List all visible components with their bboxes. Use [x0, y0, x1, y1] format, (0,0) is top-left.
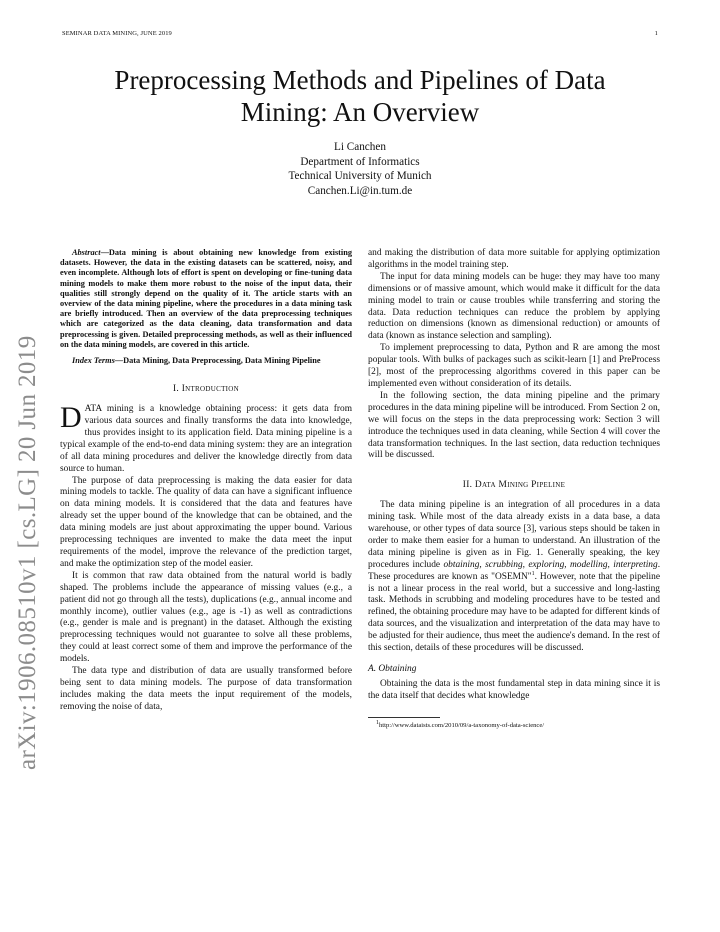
intro-paragraph-6: To implement preprocessing to data, Python and R are among the most popular tools. With bulks of packages such as scikit-learn [1] and PreProcess [2], most of the preprocessing algorithms covered in this paper can be implemented even without consideration of its details. — [368, 343, 660, 389]
keyword-exploring: exploring — [528, 559, 565, 570]
keyword-modelling: modelling — [570, 559, 608, 570]
author-name: Li Canchen — [334, 141, 386, 153]
index-terms-label: Index Terms — [72, 356, 115, 366]
keyword-interpreting: interpreting — [613, 559, 658, 570]
subsection-heading-obtaining: A. Obtaining — [368, 664, 417, 674]
abstract-text: Data mining is about obtaining new knowledge from existing datasets. However, the data in the existing datasets can be scattered, noisy, and even incomplete. Although lots of effort is spent on developing or fine-tuning data mining models to make them more robust to the noise of the input data, their qualities still strongly depend on the quality of it. The article starts with an overview of the data mining pipeline, where the procedures in a data mining task are briefly introduced. Then an overview of the data preprocessing techniques which are categorized as the data cleaning, data transformation and data preprocessing is given. Detailed preprocessing methods, as well as their influenced on the data mining models, are covered in this article. — [60, 248, 352, 349]
running-title: SEMINAR DATA MINING, JUNE 2019 — [62, 30, 172, 37]
paper-title: Preprocessing Methods and Pipelines of Data Mining: An Overview — [114, 65, 606, 127]
left-column — [60, 248, 352, 714]
author-email: Canchen.Li@in.tum.de — [307, 184, 413, 197]
section-heading-pipeline: II. Data Mining Pipeline — [462, 480, 566, 491]
intro-paragraph-7: In the following section, the data mining pipeline and the primary procedures in the data mining pipeline will be introduced. From Section 2 on, we will focus on the steps in the data preprocessing work: Section 3 will introduce the techniques used in data cleaning, while Section 4 will cover the data transformation techniques. In the last section, data reduction techniques will be discussed. — [368, 390, 660, 461]
drop-cap: D — [60, 401, 82, 435]
pipeline-text-c: . However, note that the pipeline is not a linear process in the real world, but a successive and long-lasting task. Methods in scrubbing and modeling procedures have to be tested and refined, the obtaining procedure may have to be adapted for different kinds of data sources, and the visualization and interpretation of the data may have to be adjusted for their audience, thus meet the audience's demand. In the rest of this section, details of these procedures will be discussed. — [368, 571, 660, 654]
obtaining-paragraph: Obtaining the data is the most fundamental step in data mining since it is the data itself that decides what knowledge — [368, 678, 660, 701]
footnote — [368, 719, 660, 730]
section-heading-introduction: I. Introduction — [173, 384, 239, 395]
pipeline-text-a: The data mining pipeline is an integration of all procedures in a data mining task. While most of the data already exists in a data base, a data warehouse, or other types of data source [3], various steps should be taken in order to make them easier for a human to understand. An illustration of the data mining pipeline is given as in Fig. 1. Generally speaking, the key procedures include — [368, 500, 660, 570]
footnote-number: 1 — [376, 719, 379, 726]
pipeline-paragraph-1: The data mining pipeline is an integration of all procedures in a data mining task. While most of the data already exists in a data base, a data warehouse, or other types of data source [3], various steps should be taken in order to make them easier for a human to understand. An illustration of the data mining pipeline is given as in Fig. 1. Generally speaking, the key procedures include obtaining, scrubbing, exploring, modelling, interpreting. These procedures are known as "OSEMN"$^1$. However, note that the pipeline is not a linear process in the real world, but a successive and long-lasting task. Methods in scrubbing and modeling procedures have to be tested and refined, the obtaining procedure may have to be adapted for different kinds of data sources, and the visualization and interpretation of the data may have to be adjusted for their audience, thus meet the audience's demand. In the rest of this section, details of these procedures will be discussed. — [368, 500, 661, 654]
abstract: Abstract—Data mining is about obtaining new knowledge from existing datasets. However, the data in the existing datasets can be scattered, noisy, and even incomplete. Although lots of effort is spent on developing or fine-tuning data mining models to make them more robust to the noise of the input data, their qualities still strongly depend on the quality of it. The article starts with an overview of the data mining pipeline, where the procedures in a data mining task are briefly introduced. Then an overview of the data preprocessing techniques which are categorized as the data cleaning, data transformation and data preprocessing is given. Detailed preprocessing methods, as well as their influenced on the data mining models, are covered in this article. — [60, 248, 352, 349]
intro-paragraph-2: The purpose of data preprocessing is making the data easier for data mining models to tackle. The quality of data can have a significant influence on data mining models. It is considered that the data and features have already set the upper bound of the knowledge that can be obtained, and the data mining models are just about approximating the upper bound. Various preprocessing techniques are invented to make the data meet the input requirements of the model, improve the relevance of the prediction target, and make the optimization step of the model easier. — [60, 475, 352, 569]
right-column — [368, 248, 660, 730]
footnote-url[interactable]: http://www.dataists.com/2010/09/a-taxonomy-of-data-science/ — [379, 721, 545, 729]
author-institution: Technical University of Munich — [288, 170, 432, 183]
intro-paragraph-5: The input for data mining models can be huge: they may have too many dimensions or of massive amount, which would make it difficult for the data mining model to train or cause troubles while transferring and storing the data. Data reduction techniques can reduce the problem by applying reduction on dimensions (known as dimensional reduction) or amounts of data (known as instance selection and sampling). — [368, 271, 660, 342]
intro-paragraph-1 — [60, 401, 352, 475]
index-terms: Index Terms—Data Mining, Data Preprocessing, Data Mining Pipeline — [72, 356, 321, 366]
abstract-label: Abstract — [72, 248, 101, 257]
intro-paragraph-3: It is common that raw data obtained from the natural world is badly shaped. The problems include the appearance of missing values (e.g., a patient did not go through all the tests), duplications (e.g., annual income and monthly income), outlier values (e.g., age is -1) as well as contradictions (e.g., gender is male and is pregnant) in the dataset. Although the existing preprocessing techniques would not guarantee to solve all these problems, they could at least correct some of them and improve the performance of the models. — [60, 570, 352, 665]
index-terms-text: Data Mining, Data Preprocessing, Data Mining Pipeline — [123, 356, 321, 366]
pipeline-text-b: . These procedures are known as "OSEMN" — [368, 559, 661, 582]
keyword-obtaining: obtaining — [443, 559, 480, 570]
intro-paragraph-4-continued: and making the distribution of data more suitable for applying optimization algorithms in the model training step. — [368, 248, 660, 270]
author-block — [200, 140, 520, 198]
footnote-mark: 1 — [531, 570, 535, 577]
keyword-scrubbing: scrubbing — [485, 559, 523, 570]
running-head — [62, 30, 658, 40]
page-number: 1 — [654, 30, 658, 37]
arxiv-watermark: arXiv:1906.08510v1 [cs.LG] 20 Jun 2019 — [14, 335, 41, 770]
intro-paragraph-4: The data type and distribution of data are usually transformed before being sent to data mining models. The purpose of data transformation includes making the data meets the input requirement of the models, removing the noise of data, — [60, 666, 352, 712]
intro-paragraph-1-text: ATA mining is a knowledge obtaining process: it gets data from various data sources and finally transforms the data into knowledge, thus provides insight to its application field. Data mining pipeline is a typical example of the end-to-end data mining system: they are an integration of all data mining procedures and deliver the knowledge directly from data source to human. — [60, 404, 352, 474]
footnote-divider — [368, 717, 440, 718]
author-department: Department of Informatics — [300, 155, 420, 168]
